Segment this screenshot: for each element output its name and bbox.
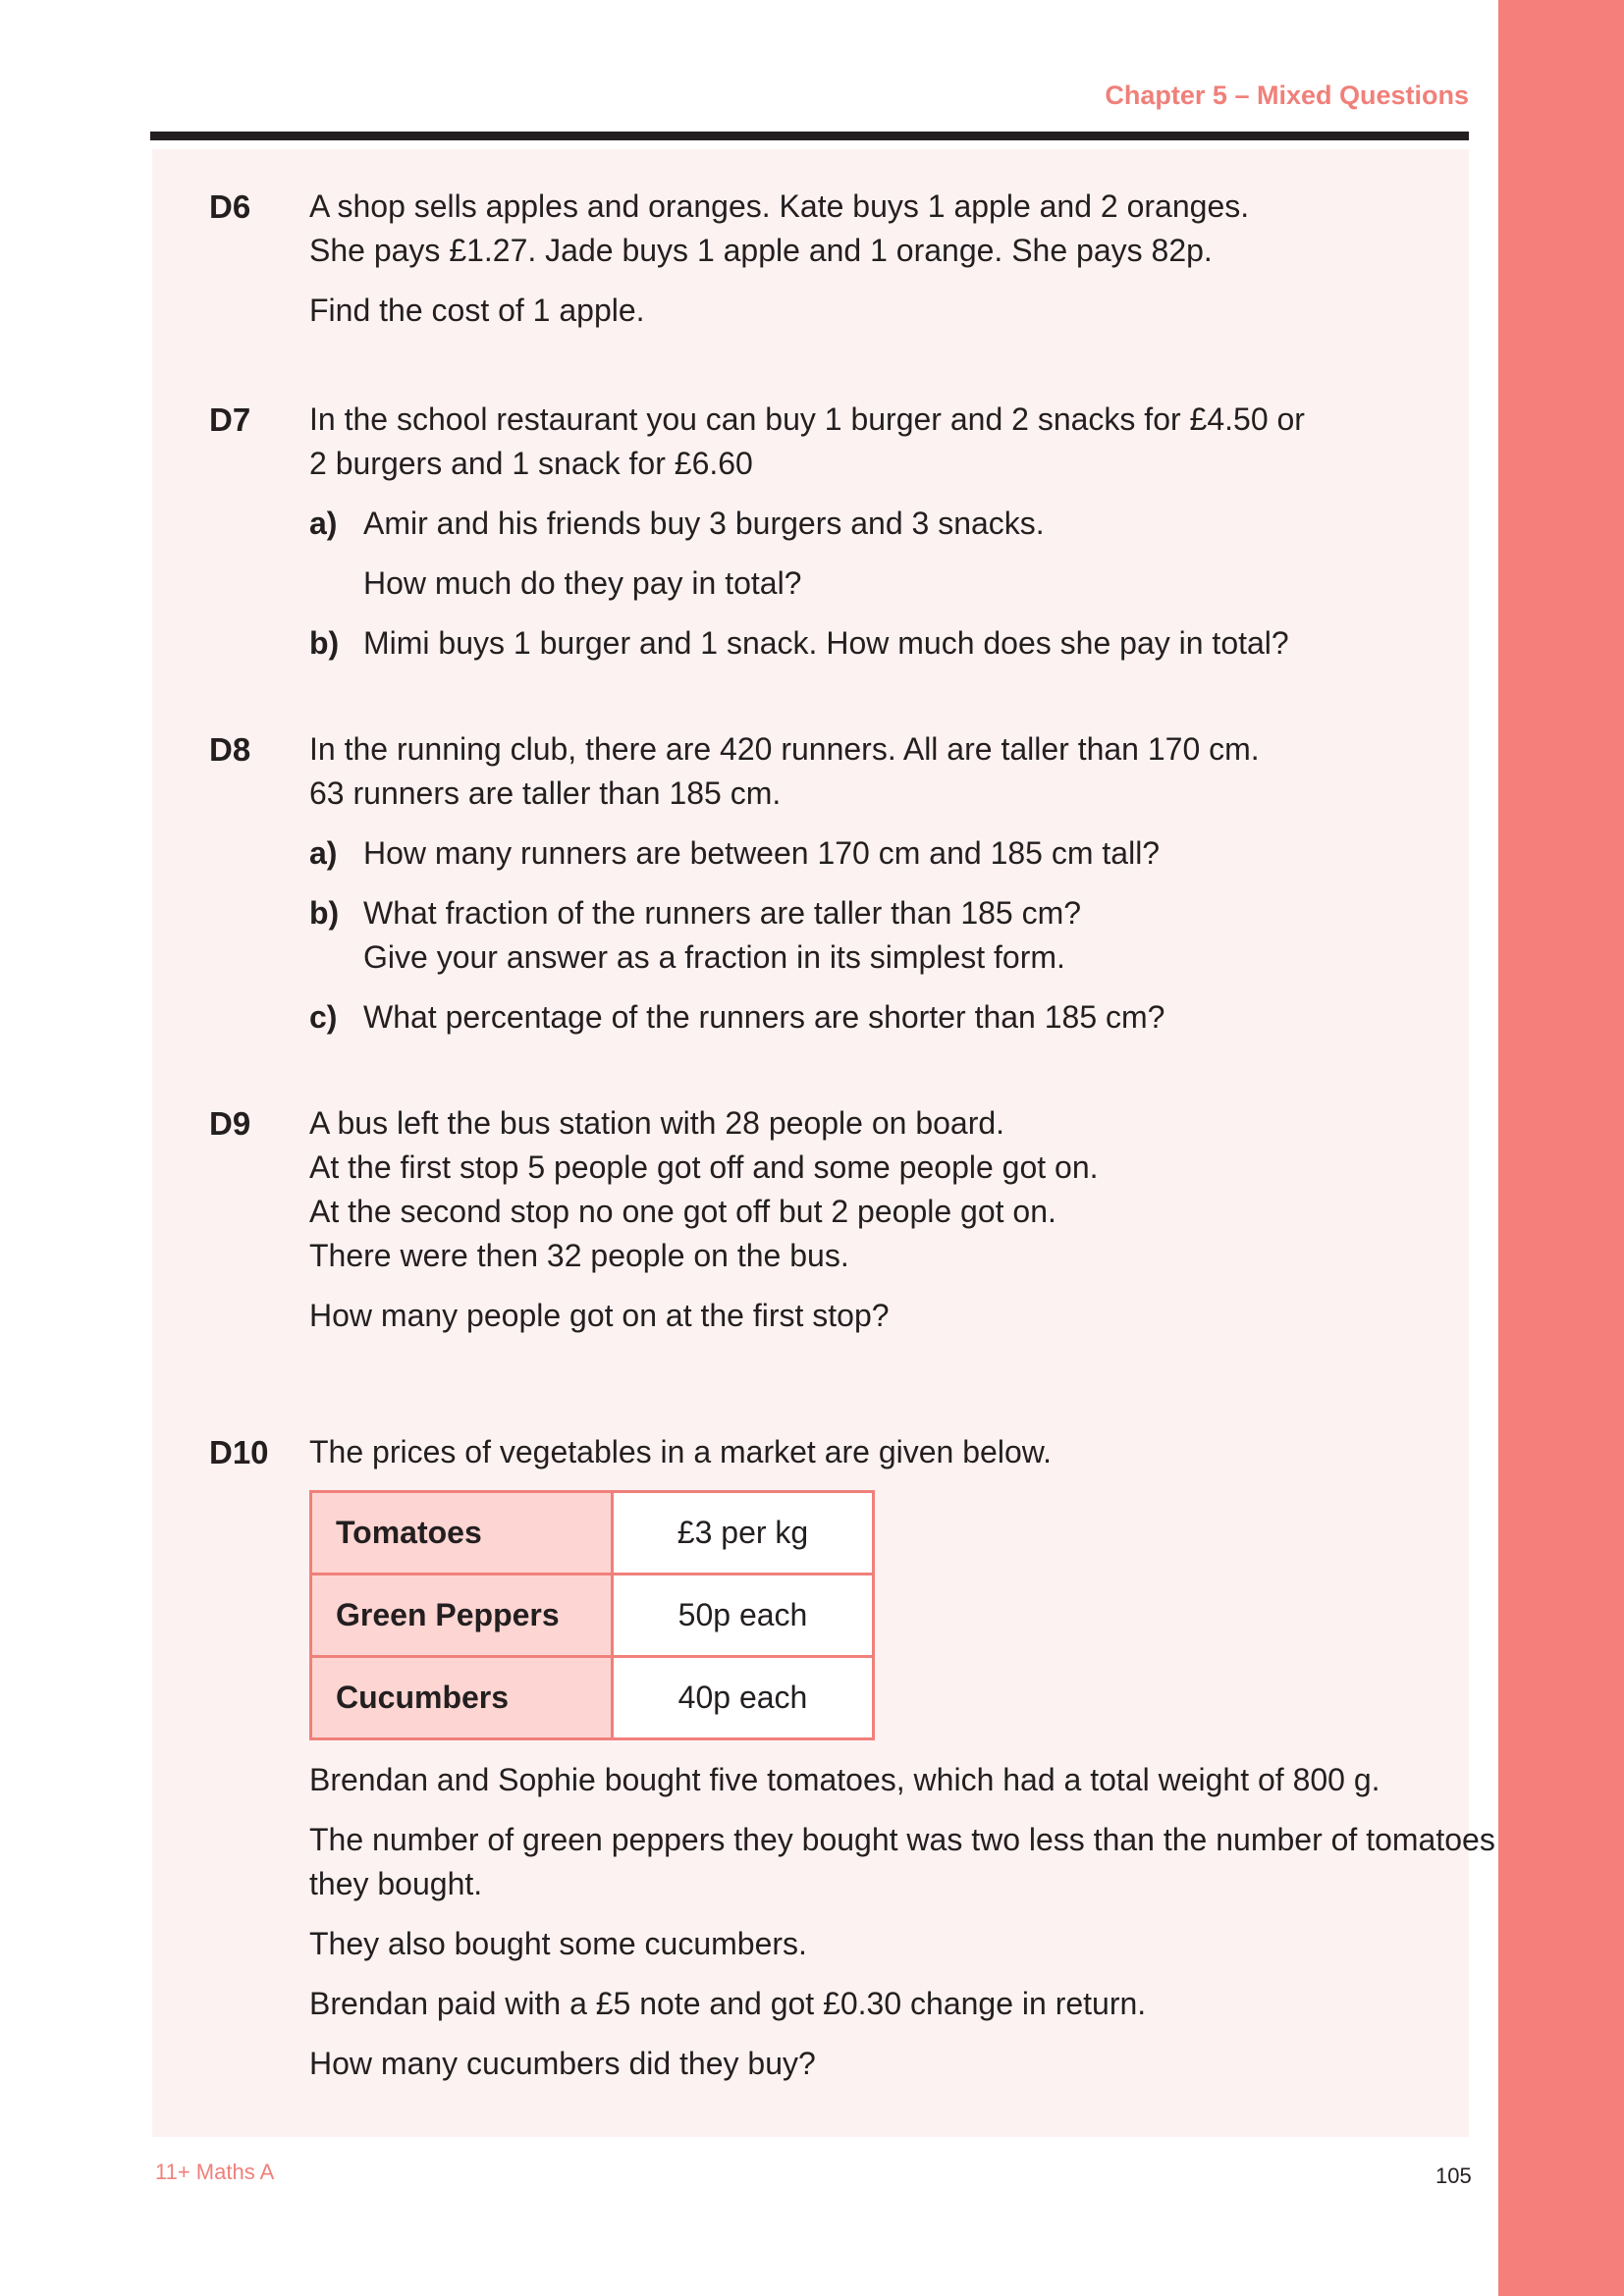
part-text: How many runners are between 170 cm and 185 cm tall? — [363, 835, 1161, 871]
question-number: D7 — [209, 401, 251, 438]
question-part-a — [309, 831, 1496, 876]
question-number: D6 — [209, 188, 251, 225]
question-body — [309, 1101, 1496, 1354]
stem-line: She pays £1.27. Jade buys 1 apple and 1 orange. She pays 82p. — [309, 233, 1213, 268]
question-body — [309, 727, 1496, 1055]
question-stem — [309, 398, 1496, 486]
item-price: £3 per kg — [613, 1492, 874, 1575]
question-body — [309, 398, 1496, 681]
question-paragraph: Brendan paid with a £5 note and got £0.30 change in return. — [309, 1986, 1147, 2021]
question-stem — [309, 1101, 1496, 1278]
part-label: a) — [309, 835, 338, 871]
item-price: 40p each — [613, 1657, 874, 1739]
part-label: a) — [309, 506, 338, 541]
chapter-title: Chapter 5 – Mixed Questions — [1105, 80, 1469, 110]
part-text: Amir and his friends buy 3 burgers and 3 snacks. — [363, 506, 1045, 541]
question-part-b — [309, 891, 1496, 980]
part-label: b) — [309, 895, 340, 931]
question-body — [309, 185, 1496, 348]
question-paragraph: Brendan and Sophie bought five tomatoes, which had a total weight of 800 g. — [309, 1762, 1380, 1797]
side-color-band — [1498, 0, 1624, 2296]
item-name: Green Peppers — [311, 1575, 613, 1657]
stem-line: At the second stop no one got off but 2 people got on. — [309, 1194, 1056, 1229]
question-task: How many people got on at the first stop? — [309, 1298, 890, 1333]
question-paragraph: They also bought some cucumbers. — [309, 1926, 807, 1961]
question-stem — [309, 185, 1496, 273]
book-title: 11+ Maths A — [155, 2160, 275, 2184]
part-text: Mimi buys 1 burger and 1 snack. How much does she pay in total? — [363, 625, 1289, 661]
table-row — [311, 1575, 874, 1657]
table-row — [311, 1657, 874, 1739]
part-text: What fraction of the runners are taller than 185 cm? — [363, 895, 1082, 931]
question-task: Find the cost of 1 apple. — [309, 293, 645, 328]
stem-line: A shop sells apples and oranges. Kate buys 1 apple and 2 oranges. — [309, 188, 1250, 224]
question-number: D9 — [209, 1105, 251, 1142]
question-paragraph: The number of green peppers they bought was two less than the number of tomatoes they bought. — [309, 1822, 1495, 1901]
part-label: c) — [309, 999, 338, 1035]
stem-line: 63 runners are taller than 185 cm. — [309, 775, 782, 811]
stem-line: In the running club, there are 420 runners. All are taller than 170 cm. — [309, 731, 1260, 767]
stem-line: At the first stop 5 people got off and some people got on. — [309, 1149, 1099, 1185]
question-part-a — [309, 502, 1496, 606]
item-name: Cucumbers — [311, 1657, 613, 1739]
question-number: D8 — [209, 731, 251, 768]
question-number: D10 — [209, 1434, 269, 1470]
item-name: Tomatoes — [311, 1492, 613, 1575]
stem-line: A bus left the bus station with 28 people on board. — [309, 1105, 1005, 1141]
stem-line: 2 burgers and 1 snack for £6.60 — [309, 446, 753, 481]
header-rule — [150, 132, 1469, 140]
question-part-c — [309, 995, 1496, 1040]
question-stem — [309, 727, 1496, 816]
question-intro: The prices of vegetables in a market are given below. — [309, 1434, 1052, 1469]
part-text: How much do they pay in total? — [363, 565, 802, 601]
part-text: Give your answer as a fraction in its simplest form. — [363, 939, 1065, 975]
stem-line: There were then 32 people on the bus. — [309, 1238, 849, 1273]
price-table — [309, 1490, 875, 1740]
question-task: How many cucumbers did they buy? — [309, 2046, 816, 2081]
stem-line: In the school restaurant you can buy 1 burger and 2 snacks for £4.50 or — [309, 401, 1305, 437]
part-label: b) — [309, 625, 340, 661]
part-text: What percentage of the runners are shorter than 185 cm? — [363, 999, 1165, 1035]
page-number: 105 — [1435, 2163, 1472, 2188]
item-price: 50p each — [613, 1575, 874, 1657]
table-row — [311, 1492, 874, 1575]
question-part-b — [309, 621, 1496, 666]
question-body — [309, 1430, 1496, 2102]
